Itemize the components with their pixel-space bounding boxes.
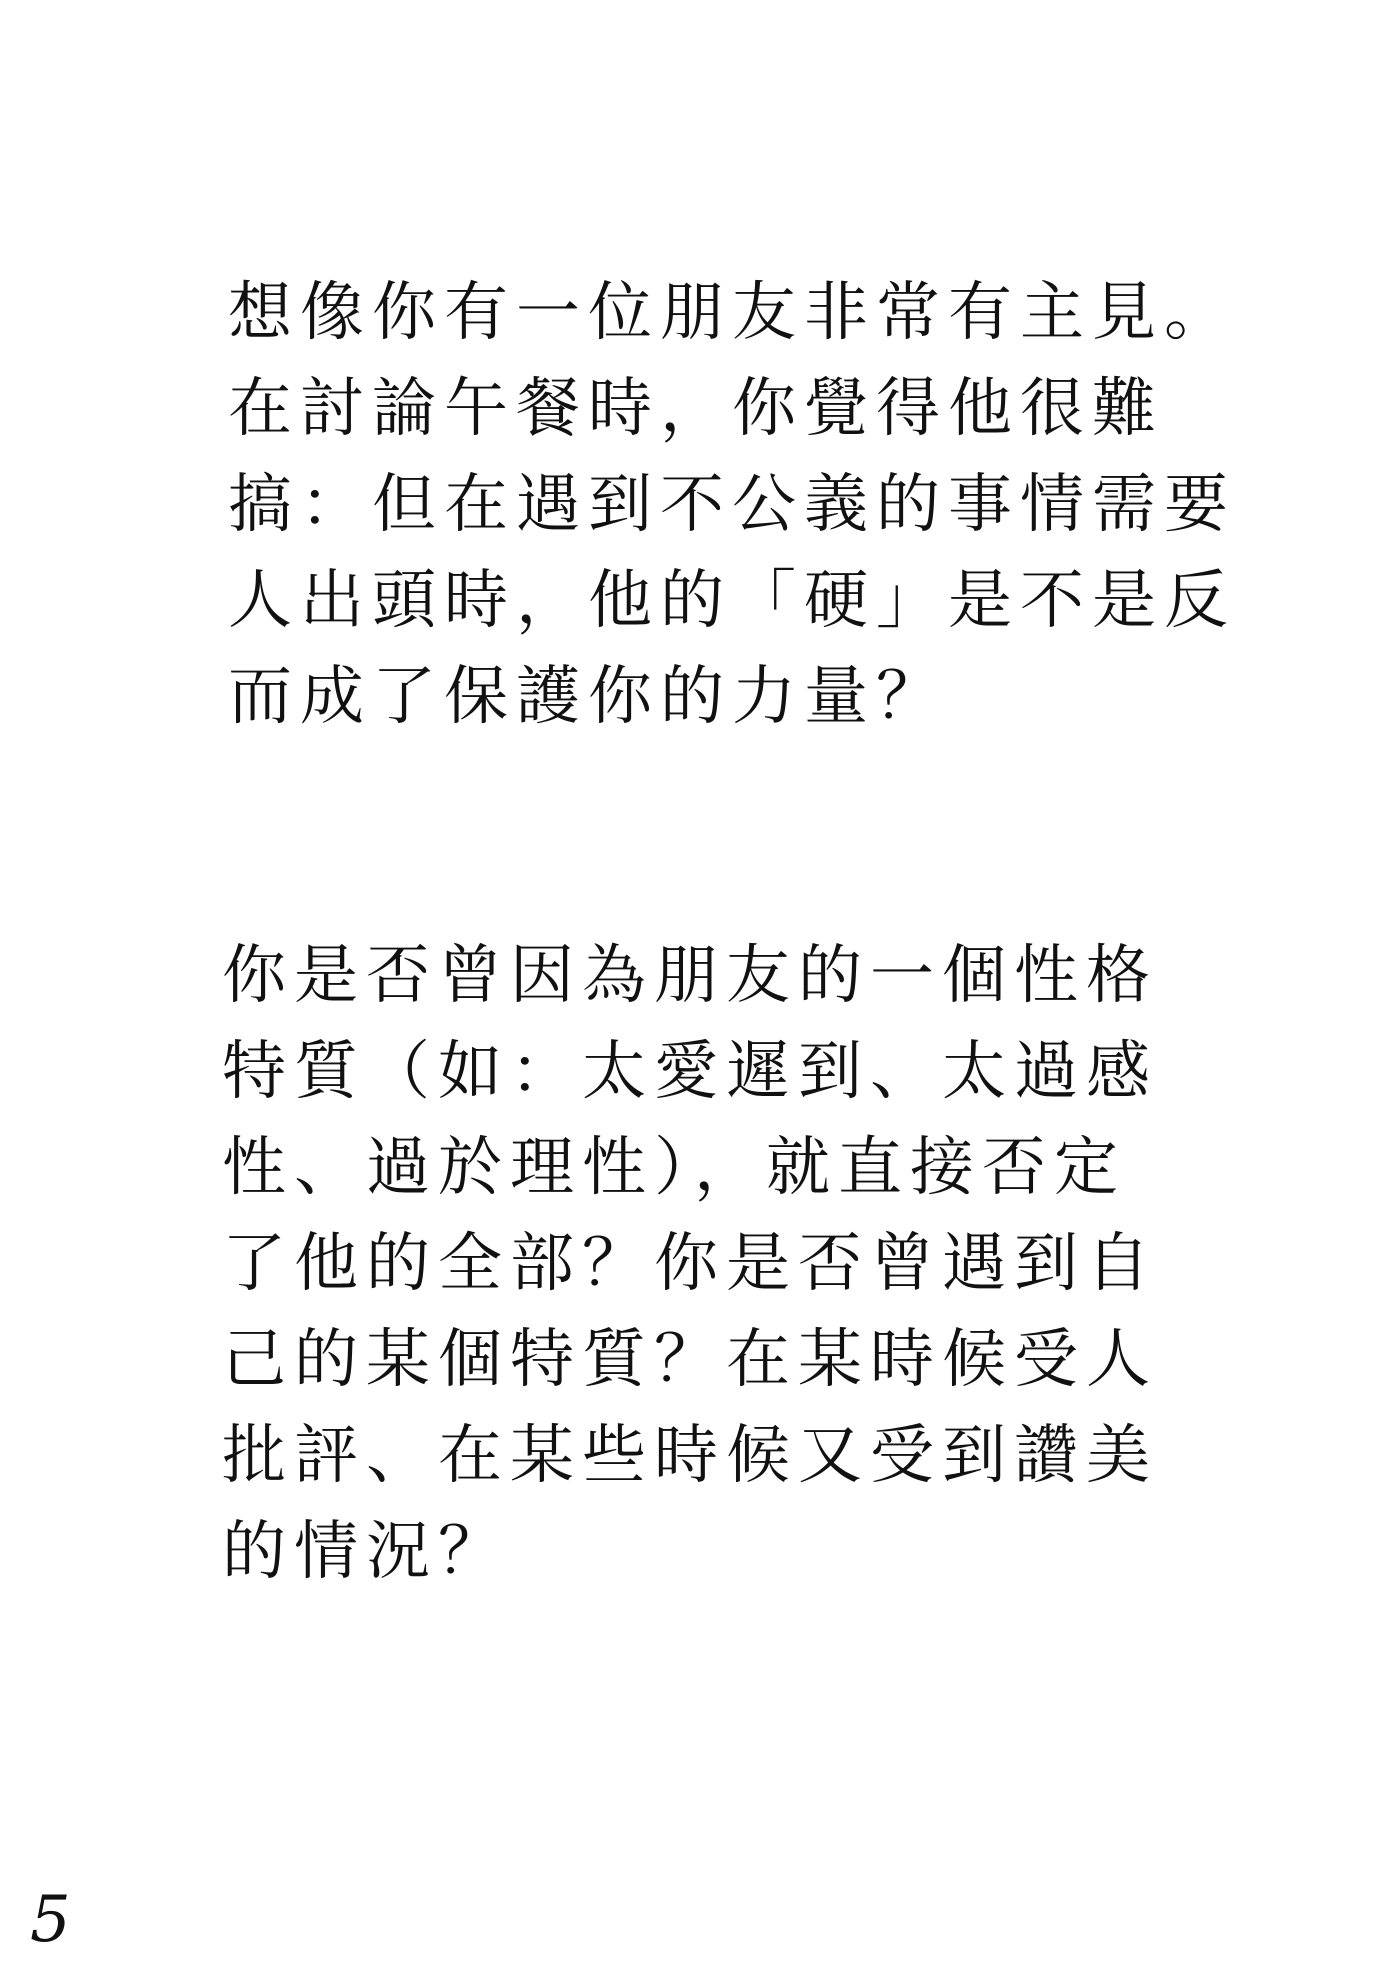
text-line: 的情況？ bbox=[222, 1515, 510, 1589]
question-paragraph-1 bbox=[228, 265, 1236, 745]
text-line: 人出頭時，他的「硬」是不是反 bbox=[228, 564, 1236, 638]
text-line: 己的某個特質？在某時候受人 bbox=[222, 1323, 1158, 1397]
text-line: 搞：但在遇到不公義的事情需要 bbox=[228, 468, 1236, 542]
text-line: 在討論午餐時，你覺得他很難 bbox=[228, 372, 1164, 446]
question-paragraph-2 bbox=[222, 928, 1158, 1600]
text-line: 你是否曾因為朋友的一個性格 bbox=[222, 939, 1158, 1013]
page-number: 5 bbox=[30, 1883, 71, 1957]
text-line: 性、過於理性），就直接否定 bbox=[222, 1131, 1126, 1205]
text-line: 批評、在某些時候又受到讚美 bbox=[222, 1419, 1158, 1493]
text-line: 想像你有一位朋友非常有主見。 bbox=[228, 276, 1236, 350]
text-line: 了他的全部？你是否曾遇到自 bbox=[222, 1227, 1158, 1301]
text-line: 而成了保護你的力量？ bbox=[228, 660, 948, 734]
text-line: 特質（如：太愛遲到、太過感 bbox=[222, 1035, 1158, 1109]
